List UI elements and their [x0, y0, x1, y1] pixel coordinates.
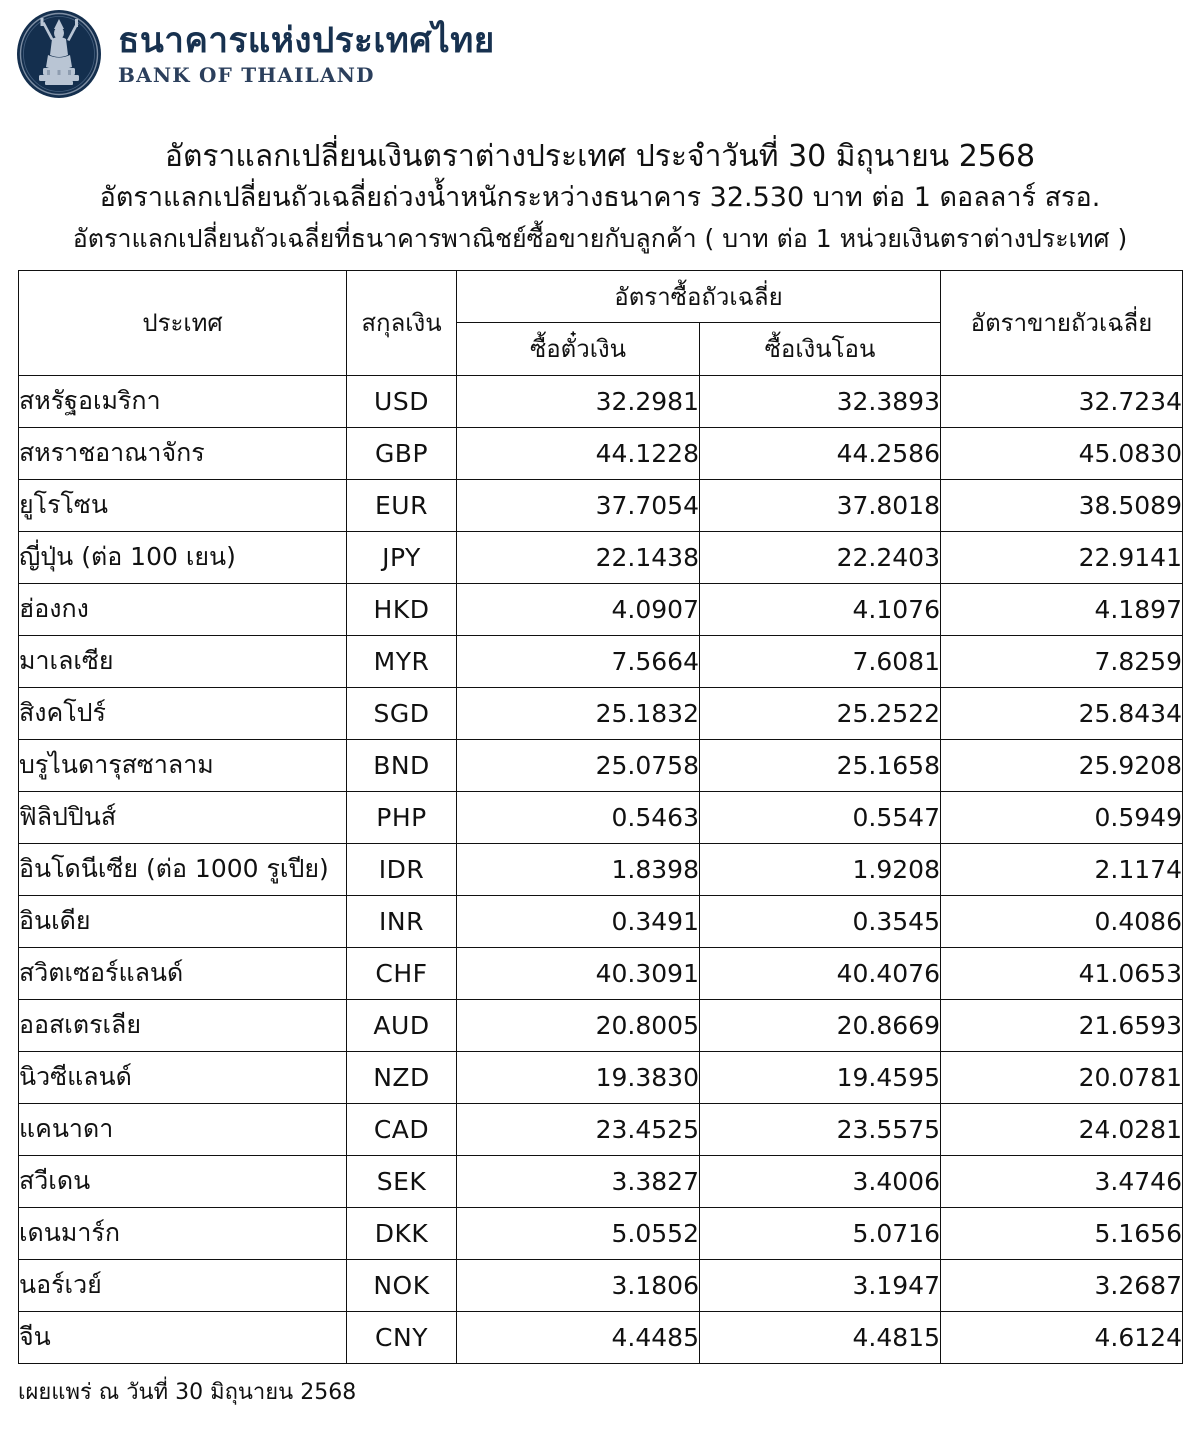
- column-header-country: ประเทศ: [19, 270, 347, 375]
- cell-selling-rate: 0.5949: [941, 791, 1183, 843]
- cell-buy-transfer: 23.5575: [700, 1103, 941, 1155]
- table-row: [19, 739, 1183, 791]
- cell-buy-bill: 0.3491: [457, 895, 700, 947]
- table-row: [19, 531, 1183, 583]
- cell-selling-rate: 4.6124: [941, 1311, 1183, 1363]
- cell-buy-transfer: 32.3893: [700, 375, 941, 427]
- table-row: [19, 583, 1183, 635]
- table-row: [19, 1103, 1183, 1155]
- cell-selling-rate: 25.8434: [941, 687, 1183, 739]
- cell-currency-code: GBP: [347, 427, 457, 479]
- cell-buy-bill: 0.5463: [457, 791, 700, 843]
- cell-buy-bill: 3.3827: [457, 1155, 700, 1207]
- cell-buy-transfer: 44.2586: [700, 427, 941, 479]
- cell-selling-rate: 5.1656: [941, 1207, 1183, 1259]
- cell-buy-bill: 4.4485: [457, 1311, 700, 1363]
- table-body: [19, 375, 1183, 1363]
- cell-buy-transfer: 4.1076: [700, 583, 941, 635]
- cell-selling-rate: 41.0653: [941, 947, 1183, 999]
- cell-currency-code: DKK: [347, 1207, 457, 1259]
- cell-currency-code: AUD: [347, 999, 457, 1051]
- cell-selling-rate: 25.9208: [941, 739, 1183, 791]
- cell-currency-code: CAD: [347, 1103, 457, 1155]
- cell-currency-code: BND: [347, 739, 457, 791]
- table-row: [19, 427, 1183, 479]
- cell-country: นอร์เวย์: [19, 1259, 347, 1311]
- cell-currency-code: MYR: [347, 635, 457, 687]
- cell-selling-rate: 7.8259: [941, 635, 1183, 687]
- cell-country: สหรัฐอเมริกา: [19, 375, 347, 427]
- cell-buy-transfer: 3.1947: [700, 1259, 941, 1311]
- cell-buy-bill: 23.4525: [457, 1103, 700, 1155]
- cell-buy-transfer: 40.4076: [700, 947, 941, 999]
- column-header-selling-rate: อัตราขายถัวเฉลี่ย: [941, 270, 1183, 375]
- cell-buy-bill: 22.1438: [457, 531, 700, 583]
- cell-currency-code: JPY: [347, 531, 457, 583]
- cell-currency-code: IDR: [347, 843, 457, 895]
- bank-of-thailand-seal-icon: [14, 8, 104, 100]
- cell-buy-bill: 32.2981: [457, 375, 700, 427]
- cell-selling-rate: 22.9141: [941, 531, 1183, 583]
- cell-buy-transfer: 4.4815: [700, 1311, 941, 1363]
- cell-currency-code: NZD: [347, 1051, 457, 1103]
- table-row: [19, 999, 1183, 1051]
- cell-buy-transfer: 5.0716: [700, 1207, 941, 1259]
- commercial-bank-rate-subtitle: อัตราแลกเปลี่ยนถัวเฉลี่ยที่ธนาคารพาณิชย์ซื้อขายกับลูกค้า ( บาท ต่อ 1 หน่วยเงินตราต่างประเทศ ): [72, 223, 1128, 253]
- cell-buy-bill: 5.0552: [457, 1207, 700, 1259]
- cell-buy-bill: 25.0758: [457, 739, 700, 791]
- table-row: [19, 1155, 1183, 1207]
- cell-country: สหราชอาณาจักร: [19, 427, 347, 479]
- table-row: [19, 895, 1183, 947]
- cell-buy-bill: 4.0907: [457, 583, 700, 635]
- cell-currency-code: SEK: [347, 1155, 457, 1207]
- cell-buy-transfer: 25.2522: [700, 687, 941, 739]
- cell-currency-code: PHP: [347, 791, 457, 843]
- table-row: [19, 1051, 1183, 1103]
- exchange-rate-table: [18, 270, 1183, 1364]
- table-row: [19, 635, 1183, 687]
- bank-name-thai: ธนาคารแห่งประเทศไทย: [118, 20, 495, 61]
- cell-selling-rate: 20.0781: [941, 1051, 1183, 1103]
- cell-currency-code: EUR: [347, 479, 457, 531]
- cell-selling-rate: 38.5089: [941, 479, 1183, 531]
- cell-currency-code: HKD: [347, 583, 457, 635]
- cell-buy-transfer: 37.8018: [700, 479, 941, 531]
- cell-country: อินโดนีเซีย (ต่อ 1000 รูเปีย): [19, 843, 347, 895]
- cell-buy-transfer: 1.9208: [700, 843, 941, 895]
- cell-country: ฮ่องกง: [19, 583, 347, 635]
- cell-selling-rate: 32.7234: [941, 375, 1183, 427]
- exchange-rate-table-container: [18, 270, 1182, 1364]
- cell-country: ฟิลิปปินส์: [19, 791, 347, 843]
- cell-country: ยูโรโซน: [19, 479, 347, 531]
- published-date: เผยแพร่ ณ วันที่ 30 มิถุนายน 2568: [18, 1379, 357, 1405]
- cell-country: จีน: [19, 1311, 347, 1363]
- cell-country: สวีเดน: [19, 1155, 347, 1207]
- table-row: [19, 947, 1183, 999]
- document-titles: [0, 138, 1200, 254]
- table-header: [19, 270, 1183, 375]
- cell-buy-bill: 25.1832: [457, 687, 700, 739]
- cell-buy-bill: 20.8005: [457, 999, 700, 1051]
- table-row: [19, 791, 1183, 843]
- cell-country: นิวซีแลนด์: [19, 1051, 347, 1103]
- bank-name-english: BANK OF THAILAND: [118, 62, 375, 87]
- cell-buy-transfer: 0.3545: [700, 895, 941, 947]
- cell-currency-code: USD: [347, 375, 457, 427]
- cell-buy-bill: 44.1228: [457, 427, 700, 479]
- cell-currency-code: SGD: [347, 687, 457, 739]
- cell-currency-code: CNY: [347, 1311, 457, 1363]
- cell-buy-bill: 37.7054: [457, 479, 700, 531]
- table-row: [19, 687, 1183, 739]
- cell-selling-rate: 45.0830: [941, 427, 1183, 479]
- table-row: [19, 479, 1183, 531]
- cell-buy-transfer: 22.2403: [700, 531, 941, 583]
- table-row: [19, 1207, 1183, 1259]
- cell-buy-transfer: 19.4595: [700, 1051, 941, 1103]
- cell-buy-transfer: 7.6081: [700, 635, 941, 687]
- cell-country: ออสเตรเลีย: [19, 999, 347, 1051]
- table-row: [19, 843, 1183, 895]
- column-header-buy-transfer: ซื้อเงินโอน: [700, 322, 941, 375]
- cell-buy-bill: 1.8398: [457, 843, 700, 895]
- table-row: [19, 375, 1183, 427]
- cell-country: สวิตเซอร์แลนด์: [19, 947, 347, 999]
- cell-currency-code: NOK: [347, 1259, 457, 1311]
- column-header-currency: สกุลเงิน: [347, 270, 457, 375]
- cell-buy-bill: 3.1806: [457, 1259, 700, 1311]
- cell-buy-transfer: 0.5547: [700, 791, 941, 843]
- cell-buy-transfer: 25.1658: [700, 739, 941, 791]
- page-title: อัตราแลกเปลี่ยนเงินตราต่างประเทศ ประจำวันที่ 30 มิถุนายน 2568: [164, 139, 1036, 174]
- cell-selling-rate: 3.4746: [941, 1155, 1183, 1207]
- masthead: [0, 0, 1200, 100]
- column-header-buy-bill: ซื้อตั๋วเงิน: [457, 322, 700, 375]
- cell-currency-code: CHF: [347, 947, 457, 999]
- column-header-buy-group: อัตราซื้อถัวเฉลี่ย: [457, 270, 941, 322]
- cell-currency-code: INR: [347, 895, 457, 947]
- table-row: [19, 1259, 1183, 1311]
- cell-selling-rate: 0.4086: [941, 895, 1183, 947]
- cell-country: แคนาดา: [19, 1103, 347, 1155]
- cell-buy-bill: 7.5664: [457, 635, 700, 687]
- cell-country: สิงคโปร์: [19, 687, 347, 739]
- cell-selling-rate: 3.2687: [941, 1259, 1183, 1311]
- table-row: [19, 1311, 1183, 1363]
- cell-country: บรูไนดารุสซาลาม: [19, 739, 347, 791]
- cell-country: มาเลเซีย: [19, 635, 347, 687]
- cell-selling-rate: 21.6593: [941, 999, 1183, 1051]
- cell-country: เดนมาร์ก: [19, 1207, 347, 1259]
- cell-selling-rate: 4.1897: [941, 583, 1183, 635]
- wordmark: [118, 20, 495, 87]
- interbank-rate-subtitle: อัตราแลกเปลี่ยนถัวเฉลี่ยถ่วงน้ำหนักระหว่างธนาคาร 32.530 บาท ต่อ 1 ดอลลาร์ สรอ.: [99, 182, 1101, 214]
- cell-country: ญี่ปุ่น (ต่อ 100 เยน): [19, 531, 347, 583]
- cell-buy-transfer: 20.8669: [700, 999, 941, 1051]
- cell-country: อินเดีย: [19, 895, 347, 947]
- cell-buy-bill: 19.3830: [457, 1051, 700, 1103]
- cell-buy-bill: 40.3091: [457, 947, 700, 999]
- cell-selling-rate: 2.1174: [941, 843, 1183, 895]
- cell-buy-transfer: 3.4006: [700, 1155, 941, 1207]
- cell-selling-rate: 24.0281: [941, 1103, 1183, 1155]
